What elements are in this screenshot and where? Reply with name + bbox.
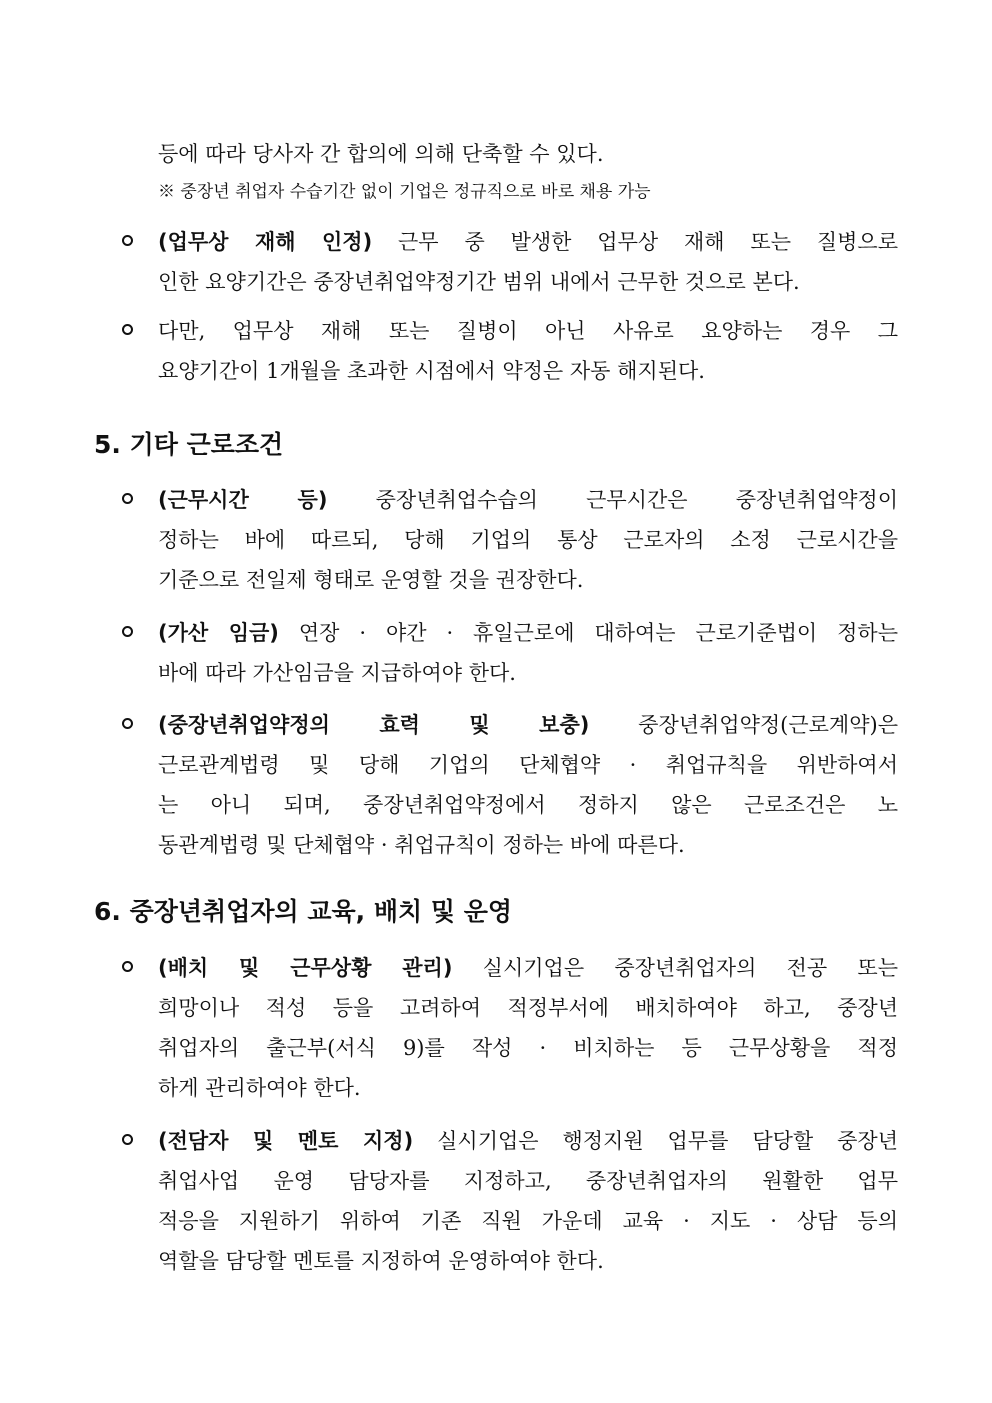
section-heading: 5. 기타 근로조건 [94, 430, 284, 459]
bullet-label: (업무상 재해 인정) [158, 230, 373, 254]
circle-bullet-icon [122, 324, 133, 335]
document-page: 등에 따라 당사자 간 합의에 의해 단축할 수 있다. ※ 중장년 취업자 수습기간 없이 기업은 정규직으로 바로 채용 가능 (업무상 재해 인정) 근무 중 발생한 업무상 재해 또는 질병으로 인한 요양기간은 중장년취업약정기간 범위 내에서 근무한 것으로 본다. 다만, 업무상 재해 또는 질병이 아닌 사유로 요양하는 경우 그 요양기간이 1개월을 초과한 시점에서 약정은 자동 해지된다. 5. 기타 근로조건 (근무시간 등) 중장년취업수습의 근무시간은 중장년취업약정이 정하는 바에 따르되, 당해 기업의 통상 근로자의 소정 근로시간을 기준으로 전일제 형태로 운영할 것을 권장한다. (가산 임금) 연장 · 야간 · 휴일근로에 대하여는 근로기준법이 정하는 바에 따라 가산임금을 지급하여야 한다. (중장년취업약정의 효력 및 보충) 중장년취업약정(근로계약)은 근로관계법령 및 당해 기업의 단체협약 · 취업규칙을 위반하여서 는 아니 되며, 중장년취업약정에서 정하지 않은 근로조건은 노 동관계법령 및 단체협약 · 취업규칙이 정하는 바에 따른다. 6. 중장년취업자의 교육, 배치 및 운영 (배치 및 근무상황 관리) 실시기업은 중장년취업자의 전공 또는 희망이나 적성 등을 고려하여 적정부서에 배치하여야 하고, 중장년 취업자의 출근부(서식 9)를 작성 · 비치하는 등 근무상황을 적정 하게 관리하여야 한다. (전담자 및 멘토 지정) 실시기업은 행정지원 업무를 담당할 중장년 취업사업 운영 담당자를 지정하고, 중장년취업자의 원활한 업무 적응을 지원하기 위하여 기존 직원 가운데 교육 · 지도 · 상담 등의 역할을 담당할 멘토를 지정하여 운영하여야 한다. [0, 0, 992, 1403]
reference-note: ※ 중장년 취업자 수습기간 없이 기업은 정규직으로 바로 채용 가능 [158, 182, 651, 202]
bullet-label: (배치 및 근무상황 관리) [158, 956, 453, 980]
bullet-label: (중장년취업약정의 효력 및 보충) [158, 713, 590, 737]
bullet-label: (근무시간 등) [158, 488, 328, 512]
bullet-label: (전담자 및 멘토 지정) [158, 1129, 414, 1153]
circle-bullet-icon [122, 626, 133, 637]
circle-bullet-icon [122, 235, 133, 246]
circle-bullet-icon [122, 718, 133, 729]
bullet-label: (가산 임금) [158, 621, 279, 645]
circle-bullet-icon [122, 493, 133, 504]
circle-bullet-icon [122, 961, 133, 972]
continuation-line: 등에 따라 당사자 간 합의에 의해 단축할 수 있다. [158, 142, 604, 166]
circle-bullet-icon [122, 1134, 133, 1145]
section-heading: 6. 중장년취업자의 교육, 배치 및 운영 [94, 897, 513, 926]
